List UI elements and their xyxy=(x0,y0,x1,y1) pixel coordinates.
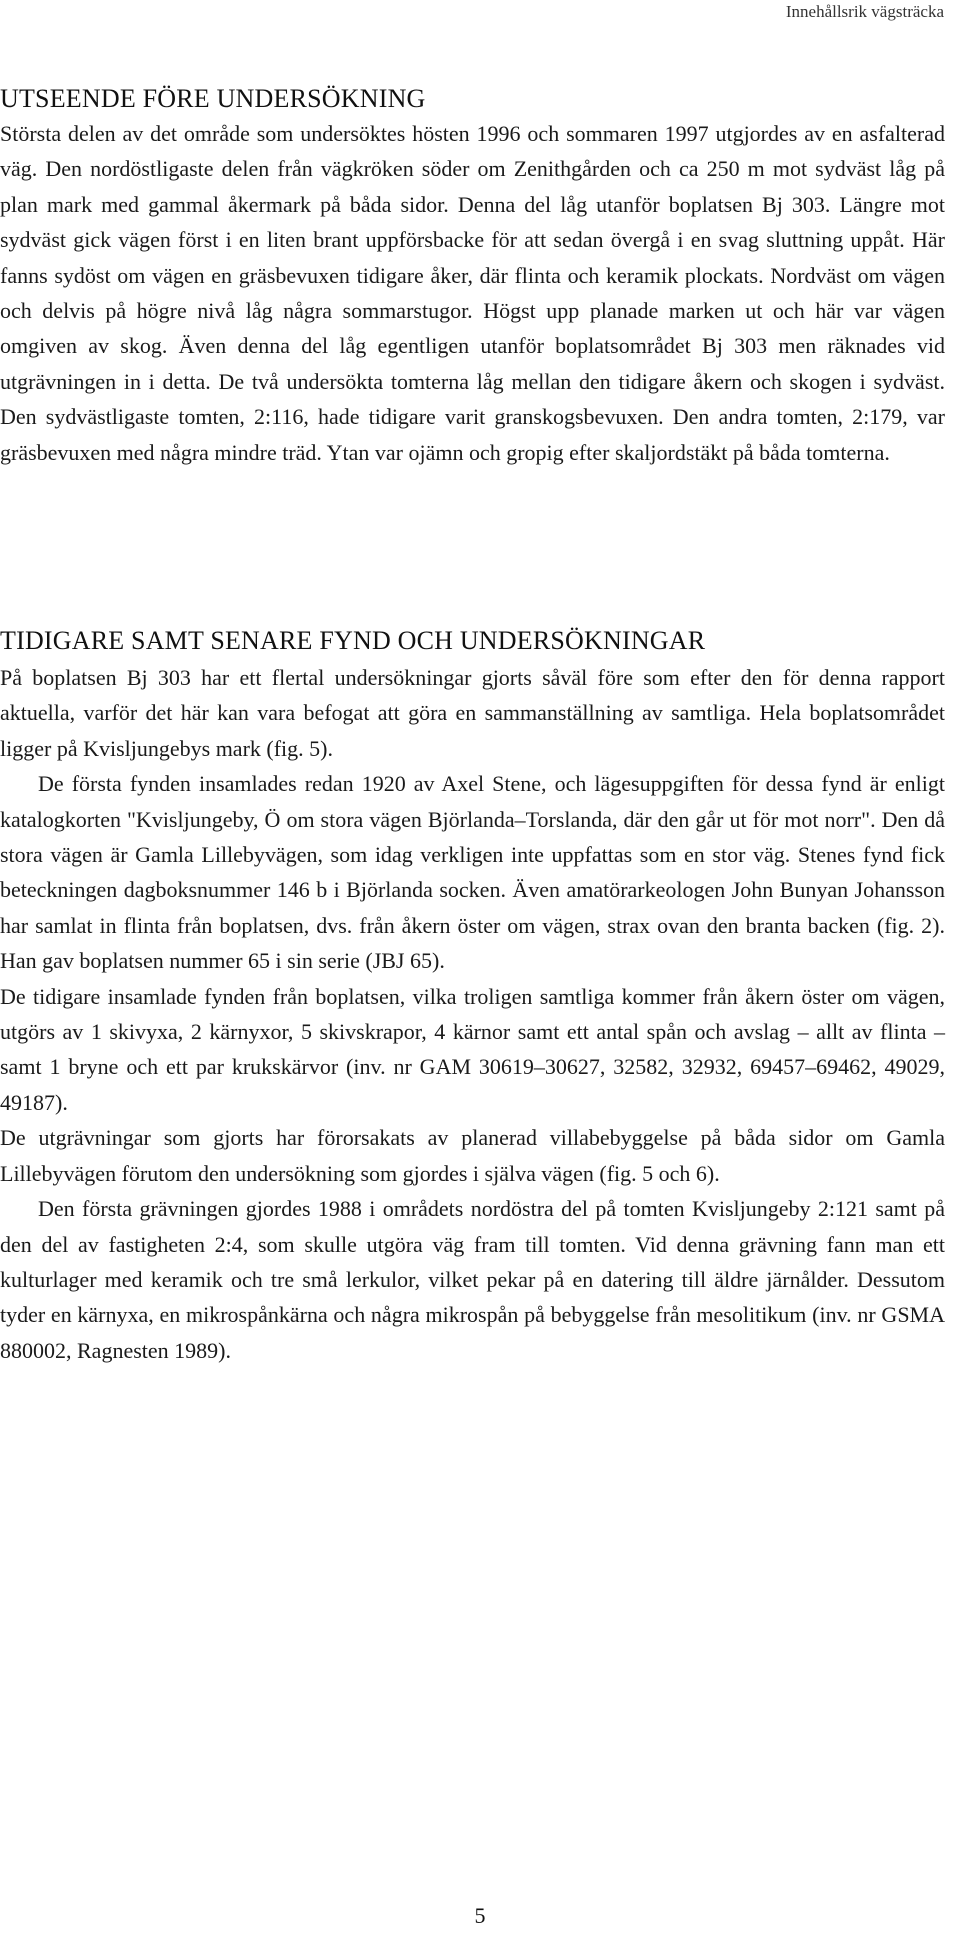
paragraph: På boplatsen Bj 303 har ett flertal undersökningar gjorts såväl före som efter den för denna rapport aktuella, varför det här kan vara befogat att göra en sammanställning av samtliga. Hela boplatsområdet ligger på Kvisljungebys mark (fig. 5). xyxy=(0,665,945,761)
paragraph: De utgrävningar som gjorts har förorsakats av planerad villabebyggelse på båda sidor om Gamla Lillebyvägen förutom den undersökning som gjordes i själva vägen (fig. 5 och 6). xyxy=(0,1125,945,1186)
paragraph: De tidigare insamlade fynden från boplatsen, vilka troligen samtliga kommer från åkern öster om vägen, utgörs av 1 skivyxa, 2 kärnyxor, 5 skivskrapor, 4 kärnor samt ett antal spån och avslag – allt av flinta – samt 1 bryne och ett par krukskärvor (inv. nr GAM 30619–30627, 32582, 32932, 69457–69462, 49029, 49187). xyxy=(0,983,945,1115)
section-heading-utseende: UTSEENDE FÖRE UNDERSÖKNING xyxy=(0,84,426,113)
section-heading-tidigare-fynd: TIDIGARE SAMT SENARE FYND OCH UNDERSÖKNINGAR xyxy=(0,626,706,655)
section-body-tidigare-fynd xyxy=(0,660,945,1368)
page-number: 5 xyxy=(474,1903,486,1928)
paragraph: Största delen av det område som undersöktes hösten 1996 och sommaren 1997 utgjordes av en asfalterad väg. Den nordöstligaste delen från vägkröken söder om Zenithgården och ca 250 m mot sydväst låg på plan mark med gammal åkermark på båda sidor. Denna del låg utanför boplatsen Bj 303. Längre mot sydväst gick vägen först i en liten brant uppförsbacke för att sedan övergå i en svag sluttning uppåt. Här fanns sydöst om vägen en gräsbevuxen tidigare åker, där flinta och keramik plockats. Nordväst om vägen och delvis på högre nivå låg några sommarstugor. Högst upp planade marken ut och här var vägen omgiven av skog. Även denna del låg egentligen utanför boplatsområdet Bj 303 men räknades vid utgrävningen in i detta. De två undersökta tomterna låg mellan den tidigare åkern och skogen i sydväst. Den sydvästligaste tomten, 2:116, hade tidigare varit granskogsbevuxen. Den andra tomten, 2:179, var gräsbevuxen med några mindre träd. Ytan var ojämn och gropig efter skaljordstäkt på båda tomterna. xyxy=(0,121,945,465)
section-body-utseende xyxy=(0,116,945,470)
paragraph: Den första grävningen gjordes 1988 i områdets nordöstra del på tomten Kvisljungeby 2:121 samt på den del av fastigheten 2:4, som skulle utgöra väg fram till tomten. Vid denna grävning fann man ett kulturlager med keramik och tre små lerkulor, vilket pekar på en datering till äldre järnålder. Dessutom tyder en kärnyxa, en mikrospånkärna och några mikrospån på bebyggelse från mesolitikum (inv. nr GSMA 880002, Ragnesten 1989). xyxy=(0,1196,945,1363)
running-header: Innehållsrik vägsträcka xyxy=(785,2,944,21)
paragraph: De första fynden insamlades redan 1920 av Axel Stene, och lägesuppgiften för dessa fynd är enligt katalogkorten "Kvisljungeby, Ö om stora vägen Björlanda–Torslanda, där den går ut för mot norr". Den då stora vägen är Gamla Lillebyvägen, som idag verkligen inte uppfattas som en stor väg. Stenes fynd fick beteckningen dagboksnummer 146 b i Björlanda socken. Även amatörarkeologen John Bunyan Johansson har samlat in flinta från boplatsen, dvs. från åkern öster om vägen, strax ovan den branta backen (fig. 2). Han gav boplatsen nummer 65 i sin serie (JBJ 65). xyxy=(0,771,945,974)
